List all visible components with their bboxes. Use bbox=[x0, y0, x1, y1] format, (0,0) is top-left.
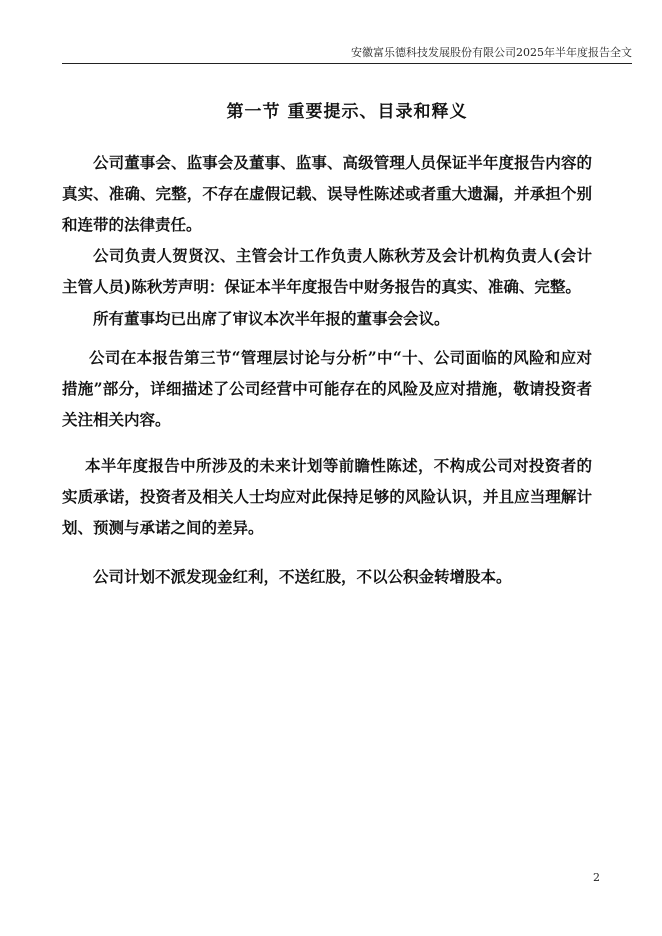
paragraph-risk-measures: 公司在本报告第三节“管理层讨论与分析”中“十、公司面临的风险和应对措施”部分，详细描述了公司经营中可能存在的风险及应对措施，敬请投资者关注相关内容。 bbox=[62, 348, 592, 429]
paragraph-directors-attendance: 所有董事均已出席了审议本次半年报的董事会会议。 bbox=[93, 309, 450, 328]
page-header: 安徽富乐德科技发展股份有限公司2025年半年度报告全文 bbox=[351, 46, 632, 59]
paragraph-responsible-persons: 公司负责人贺贤汉、主管会计工作负责人陈秋芳及会计机构负责人(会计主管人员)陈秋芳声明：保证本半年度报告中财务报告的真实、准确、完整。 bbox=[62, 246, 592, 296]
paragraph-board-guarantee: 公司董事会、监事会及董事、监事、高级管理人员保证半年度报告内容的真实、准确、完整，不存在虚假记载、误导性陈述或者重大遗漏，并承担个别和连带的法律责任。 bbox=[62, 153, 592, 234]
paragraph-dividend-plan: 公司计划不派发现金红利，不送红股，不以公积金转增股本。 bbox=[93, 567, 512, 586]
section-title: 第一节 重要提示、目录和释义 bbox=[226, 102, 468, 122]
paragraph-forward-looking: 本半年度报告中所涉及的未来计划等前瞻性陈述，不构成公司对投资者的实质承诺，投资者及相关人士均应对此保持足够的风险认识，并且应当理解计划、预测与承诺之间的差异。 bbox=[62, 456, 592, 537]
header-rule bbox=[62, 63, 632, 64]
page-number: 2 bbox=[593, 871, 600, 884]
